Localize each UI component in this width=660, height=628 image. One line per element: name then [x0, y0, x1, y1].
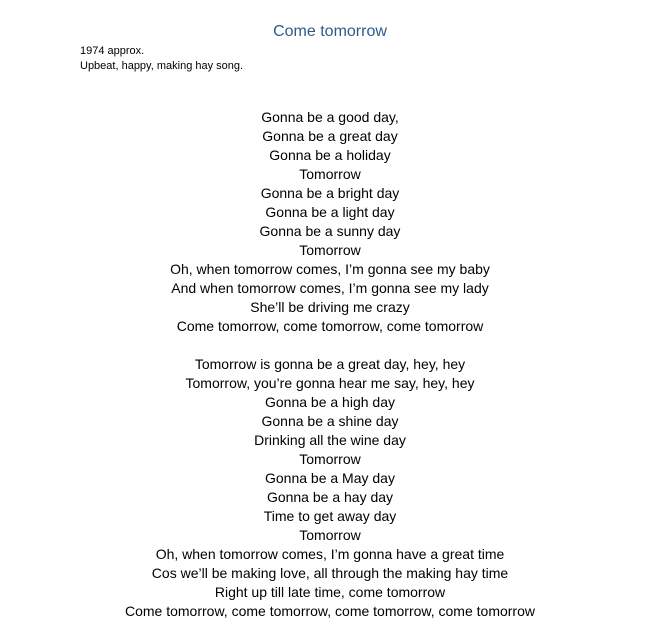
- lyric-line: Gonna be a great day: [262, 128, 398, 144]
- lyric-line: Oh, when tomorrow comes, I’m gonna have a great time: [155, 546, 505, 562]
- lyric-line: Gonna be a hay day: [266, 489, 394, 505]
- stanza-2: [0, 355, 660, 621]
- song-notes: [80, 44, 243, 74]
- lyric-line: Tomorrow: [299, 242, 361, 258]
- lyric-line: Gonna be a sunny day: [259, 223, 401, 239]
- lyric-line: Gonna be a holiday: [269, 147, 391, 163]
- lyric-line: Tomorrow: [299, 527, 361, 543]
- lyrics: [0, 108, 660, 621]
- lyric-line: Right up till late time, come tomorrow: [214, 584, 446, 600]
- lyric-line: Gonna be a bright day: [260, 185, 400, 201]
- lyric-line: Cos we’ll be making love, all through the making hay time: [151, 565, 509, 581]
- lyric-line: Gonna be a shine day: [261, 413, 399, 429]
- lyric-line: Gonna be a high day: [265, 394, 395, 410]
- lyric-line: Gonna be a May day: [265, 470, 395, 486]
- document-title: Come tomorrow: [273, 23, 387, 40]
- note-date: 1974 approx.: [80, 45, 145, 57]
- lyric-line: Tomorrow: [299, 166, 361, 182]
- lyric-line: Tomorrow is gonna be a great day, hey, hey: [194, 356, 466, 372]
- lyric-line: Time to get away day: [263, 508, 397, 524]
- lyric-line: Drinking all the wine day: [254, 432, 406, 448]
- lyric-line: Oh, when tomorrow comes, I’m gonna see my baby: [170, 261, 490, 277]
- lyric-line: Gonna be a light day: [265, 204, 395, 220]
- stanza-1: [0, 108, 660, 336]
- lyric-line: Tomorrow, you’re gonna hear me say, hey, hey: [185, 375, 475, 391]
- note-description: Upbeat, happy, making hay song.: [80, 60, 244, 72]
- lyric-line: And when tomorrow comes, I’m gonna see my lady: [171, 280, 489, 296]
- lyric-line: Come tomorrow, come tomorrow, come tomorrow: [176, 318, 484, 334]
- lyric-line: Come tomorrow, come tomorrow, come tomorrow, come tomorrow: [124, 603, 535, 619]
- lyric-line: Tomorrow: [299, 451, 361, 467]
- lyric-line: She’ll be driving me crazy: [250, 299, 410, 315]
- lyric-line: Gonna be a good day,: [261, 109, 399, 125]
